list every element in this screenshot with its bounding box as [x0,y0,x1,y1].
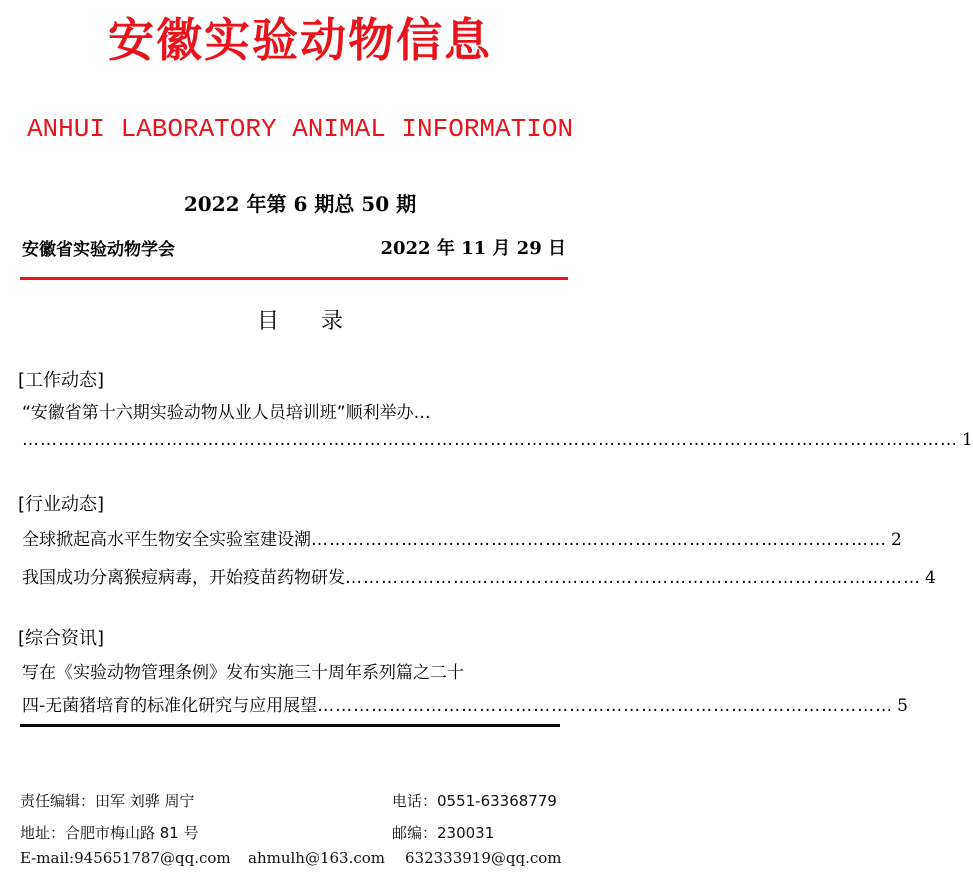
toc-entry-1-line1[interactable]: “安徽省第十六期实验动物从业人员培训班”顺利举办… [22,403,431,423]
entry-title: 我国成功分离猴痘病毒，开始疫苗药物研发 [22,568,345,588]
leader-dots: …………………………………………………………………………………… [311,530,887,550]
society-name: 安徽省实验动物学会 [22,240,175,260]
email-3[interactable]: 632333919@qq.com [405,849,562,867]
toc-entry-2[interactable] [22,525,902,550]
footer-divider [20,724,560,727]
entry-title: 四-无菌猪培育的标准化研究与应用展望 [22,696,318,716]
email-2[interactable]: ahmulh@163.com [248,849,385,867]
toc-title: 目录 [256,309,385,334]
toc-entry-1[interactable] [22,430,973,450]
page-number: 4 [925,568,936,588]
postcode: 邮编：230031 [392,824,495,842]
section-heading-news: [综合资讯] [18,628,105,649]
leader-dots: …………………………………………………………………………………… [317,696,894,716]
leader-dots: ………………………………………………………………………………………………………………………………………… [22,430,958,450]
page-number: 1 [962,430,973,450]
publish-date: 2022 年 11 月 29 日 [380,238,566,259]
page-number: 5 [897,696,908,716]
toc-entry-4-line1[interactable]: 写在《实验动物管理条例》发布实施三十周年系列篇之二十 [22,663,464,683]
leader-dots: …………………………………………………………………………………… [345,568,921,588]
entry-title: 全球掀起高水平生物安全实验室建设潮 [22,530,311,550]
issue-number: 2022 年第 6 期总 50 期 [183,192,417,216]
header-divider [20,277,568,280]
address: 地址：合肥市梅山路 81 号 [20,824,199,842]
editors: 责任编辑：田军 刘骅 周宁 [20,792,195,810]
page-number: 2 [891,530,902,550]
section-heading-industry: [行业动态] [18,494,105,515]
toc-entry-3[interactable] [22,563,936,588]
section-heading-work: [工作动态] [18,370,105,391]
phone: 电话：0551-63368779 [392,792,557,810]
toc-entry-4[interactable] [22,691,908,716]
journal-title-en: ANHUI LABORATORY ANIMAL INFORMATION [26,114,574,144]
email-1[interactable]: E-mail:945651787@qq.com [20,849,231,867]
journal-title-cn: 安徽实验动物信息 [108,13,492,67]
